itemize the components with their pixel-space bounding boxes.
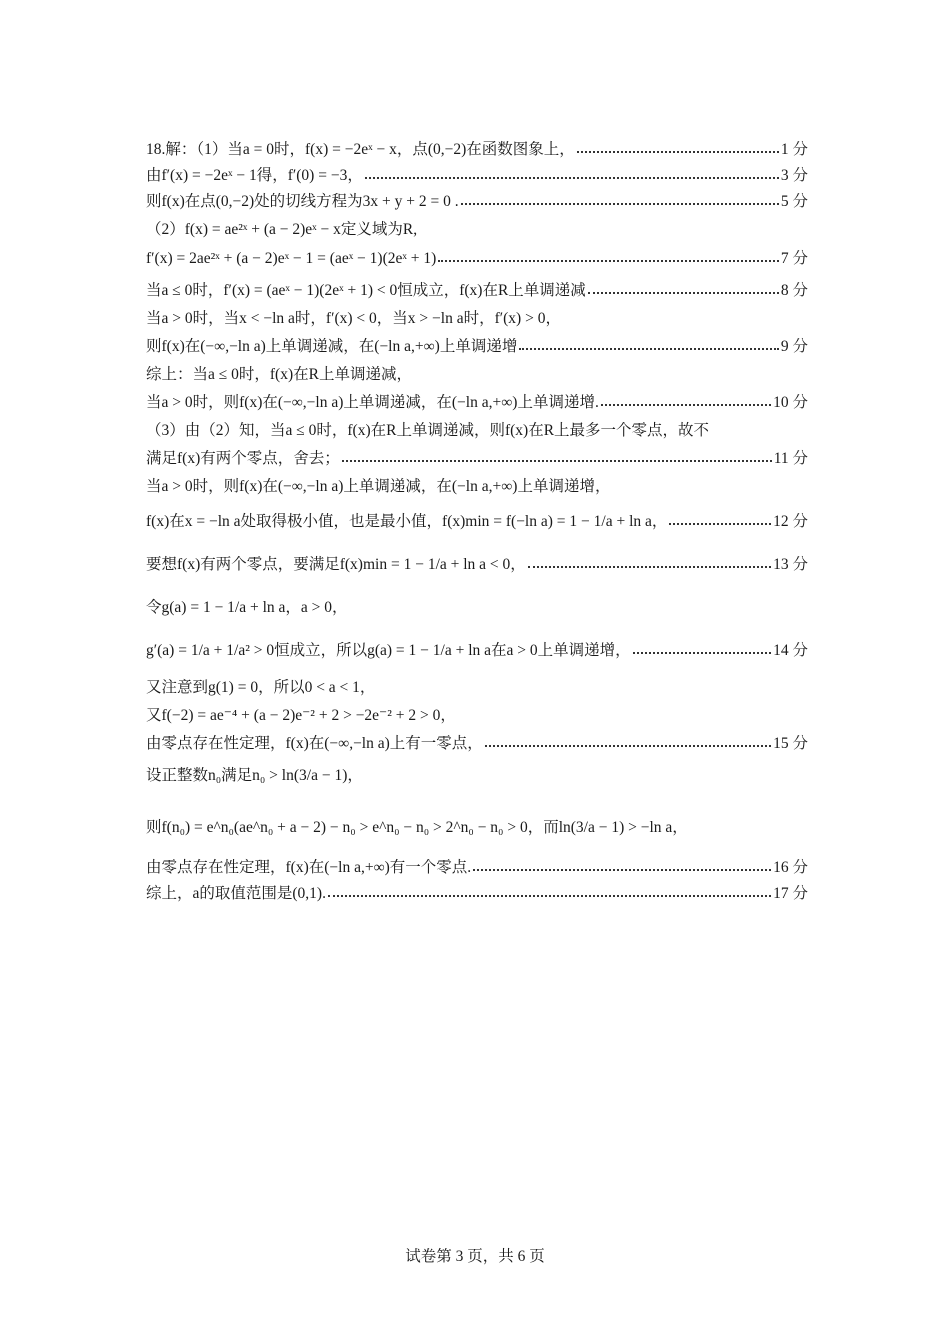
solution-text: 由零点存在性定理，f(x)在(−∞,−ln a)上有一零点， <box>146 735 483 752</box>
score-label: 1 分 <box>780 141 808 158</box>
dot-leader <box>519 348 779 350</box>
solution-text: 要想f(x)有两个零点，要满足f(x)min = 1 − 1/a + ln a < 0， <box>146 556 526 573</box>
score-label: 3 分 <box>780 167 808 184</box>
score-label: 10 分 <box>773 394 808 411</box>
solution-line <box>146 140 808 160</box>
dot-leader <box>461 203 779 205</box>
dot-leader <box>342 460 772 462</box>
solution-line <box>146 706 808 726</box>
solution-line <box>146 641 808 661</box>
solution-text: 由f′(x) = −2eˣ − 1得，f′(0) = −3， <box>146 167 363 184</box>
solution-line <box>146 512 808 532</box>
solution-line <box>146 598 808 618</box>
solution-text: 当a > 0时，当x < −ln a时，f′(x) < 0，当x > −ln a时，f′(x) > 0， <box>146 310 561 327</box>
solution-line <box>146 555 808 575</box>
score-label: 15 分 <box>773 735 808 752</box>
solution-line <box>146 220 808 240</box>
solution-text: f(x)在x = −ln a处取得极小值，也是最小值，f(x)min = f(−ln a) = 1 − 1/a + ln a， <box>146 513 668 530</box>
solution-line <box>146 477 808 497</box>
solution-text: 18.解：（1）当a = 0时，f(x) = −2eˣ − x，点(0,−2)在函数图象上， <box>146 141 575 158</box>
solution-text: 令g(a) = 1 − 1/a + ln a，a > 0， <box>146 599 348 616</box>
solution-text: g′(a) = 1/a + 1/a² > 0恒成立，所以g(a) = 1 − 1/a + ln a在a > 0上单调递增， <box>146 642 631 659</box>
score-label: 17 分 <box>773 885 808 902</box>
score-label: 8 分 <box>780 282 808 299</box>
solution-line <box>146 884 808 904</box>
dot-leader <box>669 523 771 525</box>
solution-line <box>146 393 808 413</box>
dot-leader <box>365 177 779 179</box>
score-label: 16 分 <box>773 859 808 876</box>
solution-line <box>146 818 808 838</box>
solution-text: 当a ≤ 0时，f′(x) = (aeˣ − 1)(2eˣ + 1) < 0恒成立，f(x)在R上单调递减 <box>146 282 586 299</box>
score-label: 11 分 <box>773 450 808 467</box>
solution-line <box>146 309 808 329</box>
solution-text: 由零点存在性定理，f(x)在(−ln a,+∞)有一个零点. <box>146 859 472 876</box>
dot-leader <box>473 869 771 871</box>
page-footer: 试卷第 3 页，共 6 页 <box>405 1248 545 1265</box>
solution-line <box>146 858 808 878</box>
solution-text: （3）由（2）知，当a ≤ 0时，f(x)在R上单调递减，则f(x)在R上最多一个零点，故不 <box>146 422 710 439</box>
dot-leader <box>577 151 779 153</box>
score-label: 12 分 <box>773 513 808 530</box>
solution-line <box>146 281 808 301</box>
score-label: 5 分 <box>780 193 808 210</box>
dot-leader <box>485 745 771 747</box>
solution-line <box>146 166 808 186</box>
solution-text: 综上：当a ≤ 0时，f(x)在R上单调递减， <box>146 366 412 383</box>
solution-text: 设正整数n₀满足n₀ > ln(3/a − 1)， <box>146 767 363 784</box>
solution-text: 则f(n₀) = e^n₀(ae^n₀ + a − 2) − n₀ > e^n₀ − n₀ > 2^n₀ − n₀ > 0，而ln(3/a − 1) > −ln a， <box>146 819 688 836</box>
solution-line <box>146 678 808 698</box>
score-label: 13 分 <box>773 556 808 573</box>
score-label: 7 分 <box>780 250 808 267</box>
dot-leader <box>528 566 771 568</box>
solution-line <box>146 249 808 269</box>
solution-text: （2）f(x) = ae²ˣ + (a − 2)eˣ − x定义域为R, <box>146 221 418 238</box>
solution-text: 当a > 0时，则f(x)在(−∞,−ln a)上单调递减，在(−ln a,+∞)上单调递增， <box>146 478 611 495</box>
dot-leader <box>328 895 771 897</box>
solution-text: 又f(−2) = ae⁻⁴ + (a − 2)e⁻² + 2 > −2e⁻² + 2 > 0， <box>146 707 456 724</box>
score-label: 14 分 <box>773 642 808 659</box>
dot-leader <box>633 652 771 654</box>
solution-text: 又注意到g(1) = 0，所以0 < a < 1， <box>146 679 376 696</box>
dot-leader <box>588 292 779 294</box>
solution-text: 则f(x)在(−∞,−ln a)上单调递减，在(−ln a,+∞)上单调递增 <box>146 338 518 355</box>
solution-text: 当a > 0时，则f(x)在(−∞,−ln a)上单调递减，在(−ln a,+∞)上单调递增. <box>146 394 599 411</box>
solution-text: f′(x) = 2ae²ˣ + (a − 2)eˣ − 1 = (aeˣ − 1)(2eˣ + 1) <box>146 250 437 267</box>
solution-line <box>146 766 808 786</box>
solution-line <box>146 337 808 357</box>
solution-line <box>146 421 808 441</box>
solution-line <box>146 192 808 212</box>
solution-line <box>146 734 808 754</box>
dot-leader <box>438 260 779 262</box>
solution-text: 满足f(x)有两个零点，舍去； <box>146 450 340 467</box>
score-label: 9 分 <box>780 338 808 355</box>
solution-text: 综上，a的取值范围是(0,1). <box>146 885 326 902</box>
dot-leader <box>601 404 771 406</box>
solution-line <box>146 449 808 469</box>
solution-line <box>146 365 808 385</box>
solution-text: 则f(x)在点(0,−2)处的切线方程为3x + y + 2 = 0 . <box>146 193 459 210</box>
